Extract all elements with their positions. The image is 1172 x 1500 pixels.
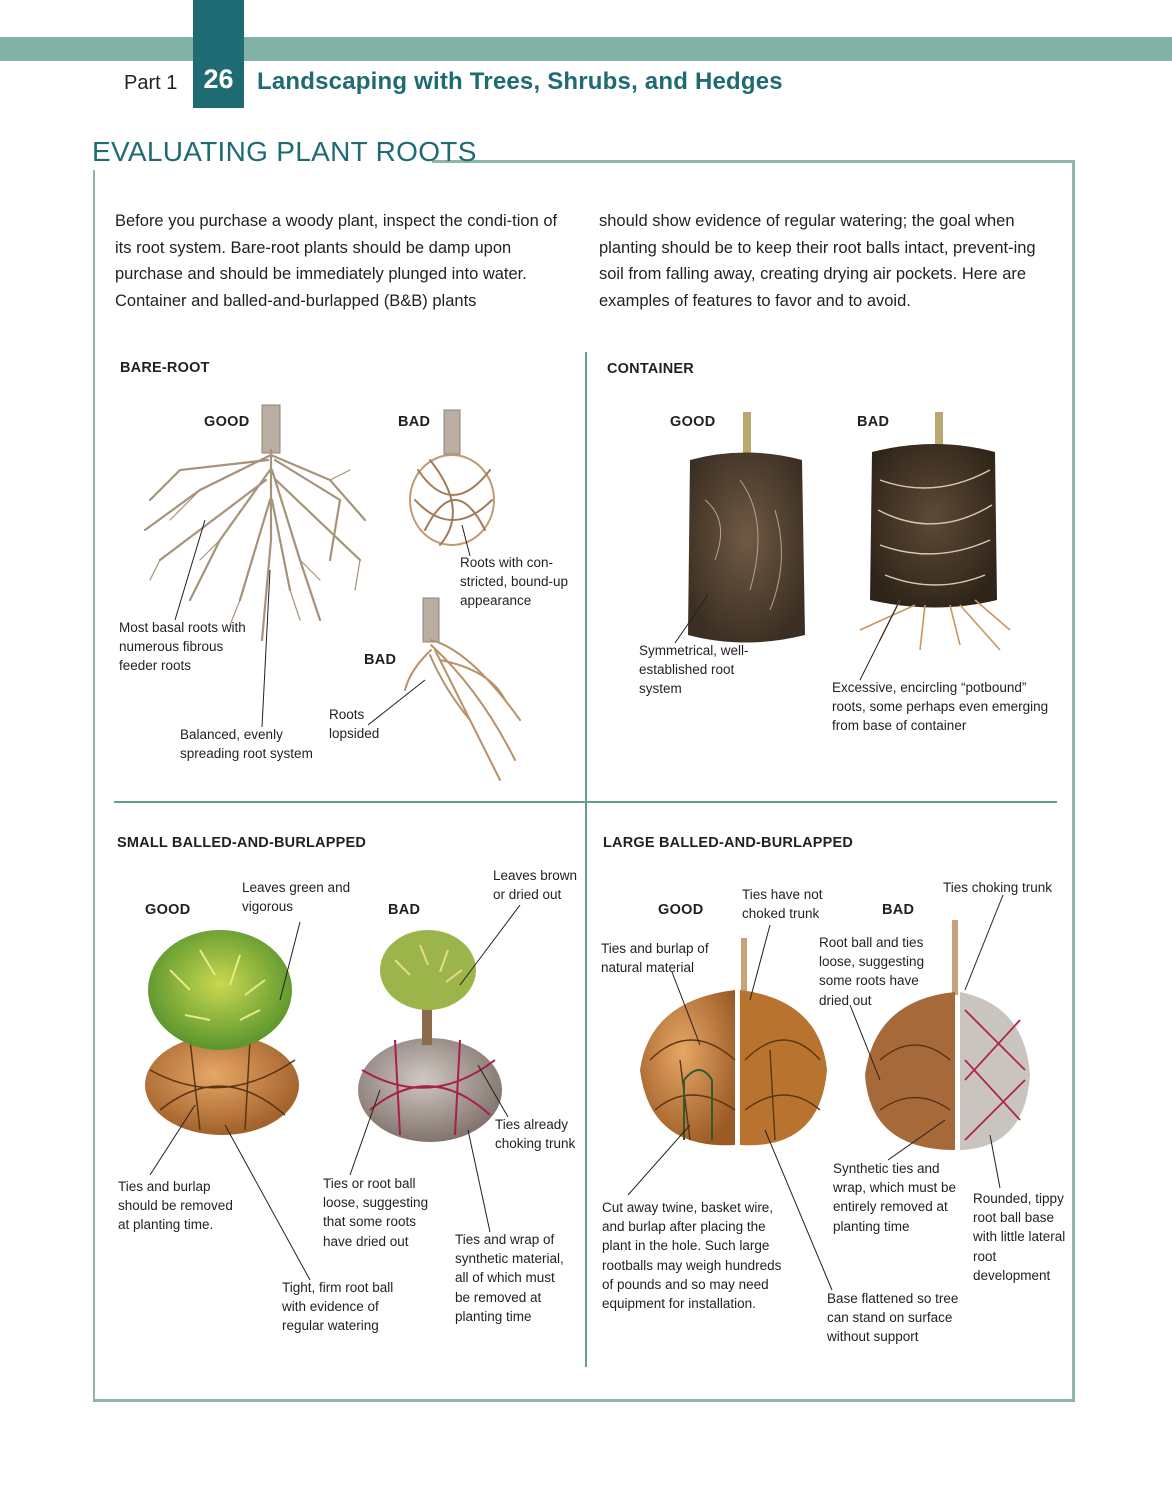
bare-root-bad-1-illustration	[410, 410, 494, 545]
bare-root-good-illustration	[145, 405, 365, 640]
caption-ties-removed: Ties and burlap should be removed at planting time.	[118, 1179, 233, 1233]
caption-ties-loose: Ties or root ball loose, suggesting that some roots have dried out	[323, 1176, 429, 1249]
bare-root-bad-2-illustration	[405, 598, 520, 780]
caption-cut-away: Cut away twine, basket wire, and burlap after placing the plant in the hole. Such large rootballs may weigh hundreds of pounds and so may need equipment for installation.	[602, 1200, 782, 1312]
caption-potbound: Excessive, encircling “potbound” roots, some perhaps even emerging from base of container	[832, 680, 1049, 734]
small-bb-good-illustration	[145, 930, 299, 1135]
caption-natural-material: Ties and burlap of natural material	[601, 941, 709, 976]
caption-base-flattened: Base flattened so tree can stand on surface without support	[827, 1291, 959, 1345]
caption-leaves-green: Leaves green and vigorous	[242, 880, 351, 915]
small-bb-good-label: GOOD	[145, 902, 191, 918]
container-title: CONTAINER	[607, 361, 694, 377]
page-number: 26	[203, 64, 234, 94]
part-label: Part 1	[124, 72, 178, 94]
bare-root-good-label: GOOD	[204, 414, 250, 430]
bare-root-title: BARE-ROOT	[120, 360, 210, 376]
bare-root-bad-label: BAD	[398, 414, 431, 430]
caption-leaves-brown: Leaves brown or dried out	[493, 868, 578, 903]
caption-balanced-roots: Balanced, evenly spreading root system	[180, 727, 313, 762]
container-bad-illustration	[860, 412, 1010, 650]
caption-synthetic-small: Ties and wrap of synthetic material, all of which must be removed at planting time	[455, 1232, 564, 1324]
intro-paragraph-2: should show evidence of regular watering; the goal when planting should be to keep their root balls intact, prevent-ing soil from falling away, creating drying air pockets. Here are examples of features to favor and to avoid.	[599, 212, 1036, 310]
small-bb-title: SMALL BALLED-AND-BURLAPPED	[117, 835, 367, 851]
large-bb-good-label: GOOD	[658, 902, 704, 918]
caption-not-choked: Ties have not choked trunk	[742, 887, 823, 922]
section-title: EVALUATING PLANT ROOTS	[92, 136, 477, 167]
large-bb-bad-label: BAD	[882, 902, 915, 918]
caption-symmetrical: Symmetrical, well-established root system	[639, 643, 749, 697]
bare-root-bad-label-2: BAD	[364, 652, 397, 668]
chapter-title: Landscaping with Trees, Shrubs, and Hedges	[257, 68, 783, 95]
small-bb-bad-label: BAD	[388, 902, 421, 918]
caption-rounded-base: Rounded, tippy root ball base with little lateral root development	[973, 1191, 1066, 1283]
small-bb-bad-illustration	[358, 930, 502, 1142]
caption-firm-root-ball: Tight, firm root ball with evidence of regular watering	[282, 1280, 394, 1334]
caption-ties-choking-trunk: Ties choking trunk	[943, 880, 1053, 895]
caption-roots-lopsided: Roots lopsided	[329, 707, 380, 742]
intro-paragraph-1: Before you purchase a woody plant, inspect the condi-tion of its root system. Bare-root plants should be damp upon purchase and should be immediately plunged into water. Container and balled-and-burlapped (B&B) plants	[115, 212, 558, 310]
container-good-illustration	[688, 412, 805, 643]
caption-ties-choking: Ties already choking trunk	[495, 1117, 576, 1152]
container-good-label: GOOD	[670, 414, 716, 430]
caption-constricted-roots: Roots with con-stricted, bound-up appearance	[460, 555, 569, 609]
large-bb-title: LARGE BALLED-AND-BURLAPPED	[603, 835, 854, 851]
caption-root-ball-loose: Root ball and ties loose, suggesting some roots have dried out	[819, 935, 925, 1008]
container-bad-label: BAD	[857, 414, 890, 430]
caption-synthetic-large: Synthetic ties and wrap, which must be entirely removed at planting time	[833, 1161, 957, 1234]
caption-basal-roots: Most basal roots with numerous fibrous feeder roots	[119, 620, 246, 674]
